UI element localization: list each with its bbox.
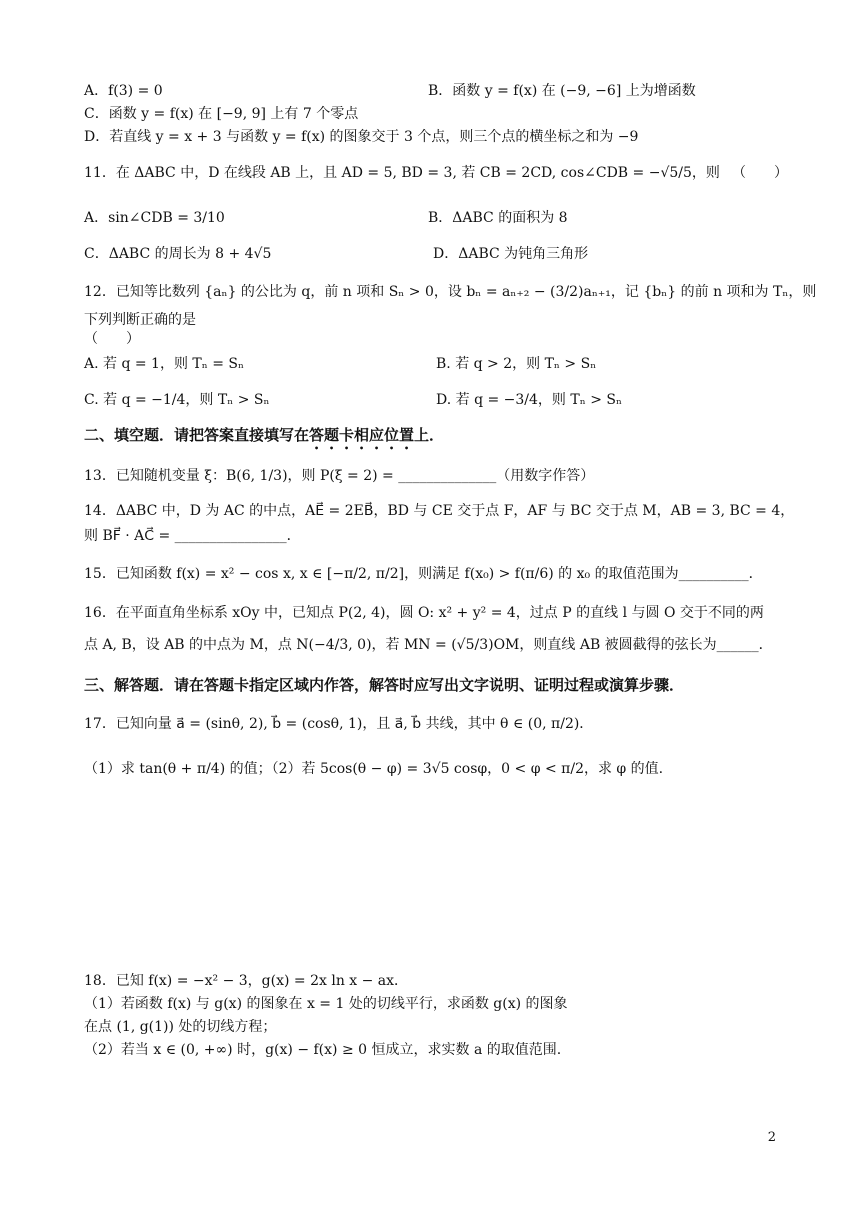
q14-line2: 则 BF⃗ · AC⃗ = ________________． bbox=[84, 528, 301, 544]
q11-option-b: B．ΔABC 的面积为 8 bbox=[428, 210, 568, 226]
q17-stem: 17．已知向量 a⃗ = (sinθ, 2), b⃗ = (cosθ, 1)，且 a⃗, b⃗ 共线，其中 θ ∈ (0, π/2)． bbox=[84, 716, 594, 732]
q12-option-a: A. 若 q = 1，则 Tₙ = Sₙ bbox=[84, 356, 245, 372]
page-number: 2 bbox=[767, 1130, 776, 1145]
q10-option-b: B．函数 y = f(x) 在 (−9, −6] 上为增函数 bbox=[428, 83, 696, 99]
q11-option-c: C．ΔABC 的周长为 8 + 4√5 bbox=[84, 246, 272, 262]
q15: 15．已知函数 f(x) = x² − cos x, x ∈ [−π/2, π/2]，则满足 f(x₀) > f(π/6) 的 x₀ 的取值范围为__________． bbox=[84, 566, 763, 582]
section2-heading-text: 二、填空题．请把答案直接填写在 bbox=[84, 426, 310, 444]
q12-option-d: D. 若 q = −3/4，则 Tₙ > Sₙ bbox=[436, 392, 623, 408]
q16-line1: 16．在平面直角坐标系 xOy 中，已知点 P(2, 4)，圆 O: x² + y² = 4，过点 P 的直线 l 与圆 O 交于不同的两 bbox=[84, 605, 764, 621]
q12-stem-continued: 下列判断正确的是 bbox=[84, 312, 196, 328]
q17-parts: （1）求 tan(θ + π/4) 的值；（2）若 5cos(θ − φ) = 3√5 cosφ，0 < φ < π/2，求 φ 的值. bbox=[84, 761, 664, 777]
q10-option-d: D．若直线 y = x + 3 与函数 y = f(x) 的图象交于 3 个点，则三个点的横坐标之和为 −9 bbox=[84, 129, 639, 145]
q12-answer-blank: （ ） bbox=[84, 331, 140, 347]
q18-part1-continued: 在点 (1, g(1)) 处的切线方程； bbox=[84, 1019, 277, 1035]
section2-heading bbox=[84, 426, 444, 453]
q11-option-d: D．ΔABC 为钝角三角形 bbox=[433, 246, 589, 262]
q12-option-c: C. 若 q = −1/4，则 Tₙ > Sₙ bbox=[84, 392, 270, 408]
q10-option-a: A．f(3) = 0 bbox=[84, 83, 163, 99]
q12-stem: 12．已知等比数列 {aₙ} 的公比为 q，前 n 项和 Sₙ > 0，设 bₙ = aₙ₊₂ − (3/2)aₙ₊₁，记 {bₙ} 的前 n 项和为 Tₙ，则 bbox=[84, 284, 817, 300]
section2-heading-end: 上． bbox=[414, 426, 445, 444]
section3-heading: 三、解答题．请在答题卡指定区域内作答，解答时应写出文字说明、证明过程或演算步骤． bbox=[84, 676, 685, 694]
q12-option-b: B. 若 q > 2，则 Tₙ > Sₙ bbox=[436, 356, 597, 372]
q10-option-c: C．函数 y = f(x) 在 [−9, 9] 上有 7 个零点 bbox=[84, 106, 359, 122]
q13: 13．已知随机变量 ξ：B(6, 1/3)，则 P(ξ = 2) = ______________（用数字作答） bbox=[84, 468, 595, 484]
q18-stem: 18．已知 f(x) = −x² − 3，g(x) = 2x ln x − ax． bbox=[84, 973, 409, 989]
q18-part2: （2）若当 x ∈ (0, +∞) 时，g(x) − f(x) ≥ 0 恒成立，求实数 a 的取值范围. bbox=[84, 1042, 562, 1058]
q18-part1: （1）若函数 f(x) 与 g(x) 的图象在 x = 1 处的切线平行，求函数 g(x) 的图象 bbox=[84, 996, 568, 1012]
q16-line2: 点 A, B，设 AB 的中点为 M，点 N(−4/3, 0)，若 MN = (√5/3)OM，则直线 AB 被圆截得的弦长为______． bbox=[84, 637, 773, 653]
q11-option-a: A．sin∠CDB = 3/10 bbox=[84, 210, 225, 226]
q11-stem: 11．在 ΔABC 中，D 在线段 AB 上，且 AD = 5, BD = 3, 若 CB = 2CD, cos∠CDB = −√5/5，则 bbox=[84, 165, 720, 181]
section2-heading-emphasis: 答题卡相应位置 bbox=[309, 426, 415, 444]
q14-line1: 14．ΔABC 中，D 为 AC 的中点，AE⃗ = 2EB⃗，BD 与 CE 交于点 F，AF 与 BC 交于点 M，AB = 3, BC = 4， bbox=[84, 503, 795, 519]
q11-answer-blank: （ ） bbox=[732, 165, 788, 181]
